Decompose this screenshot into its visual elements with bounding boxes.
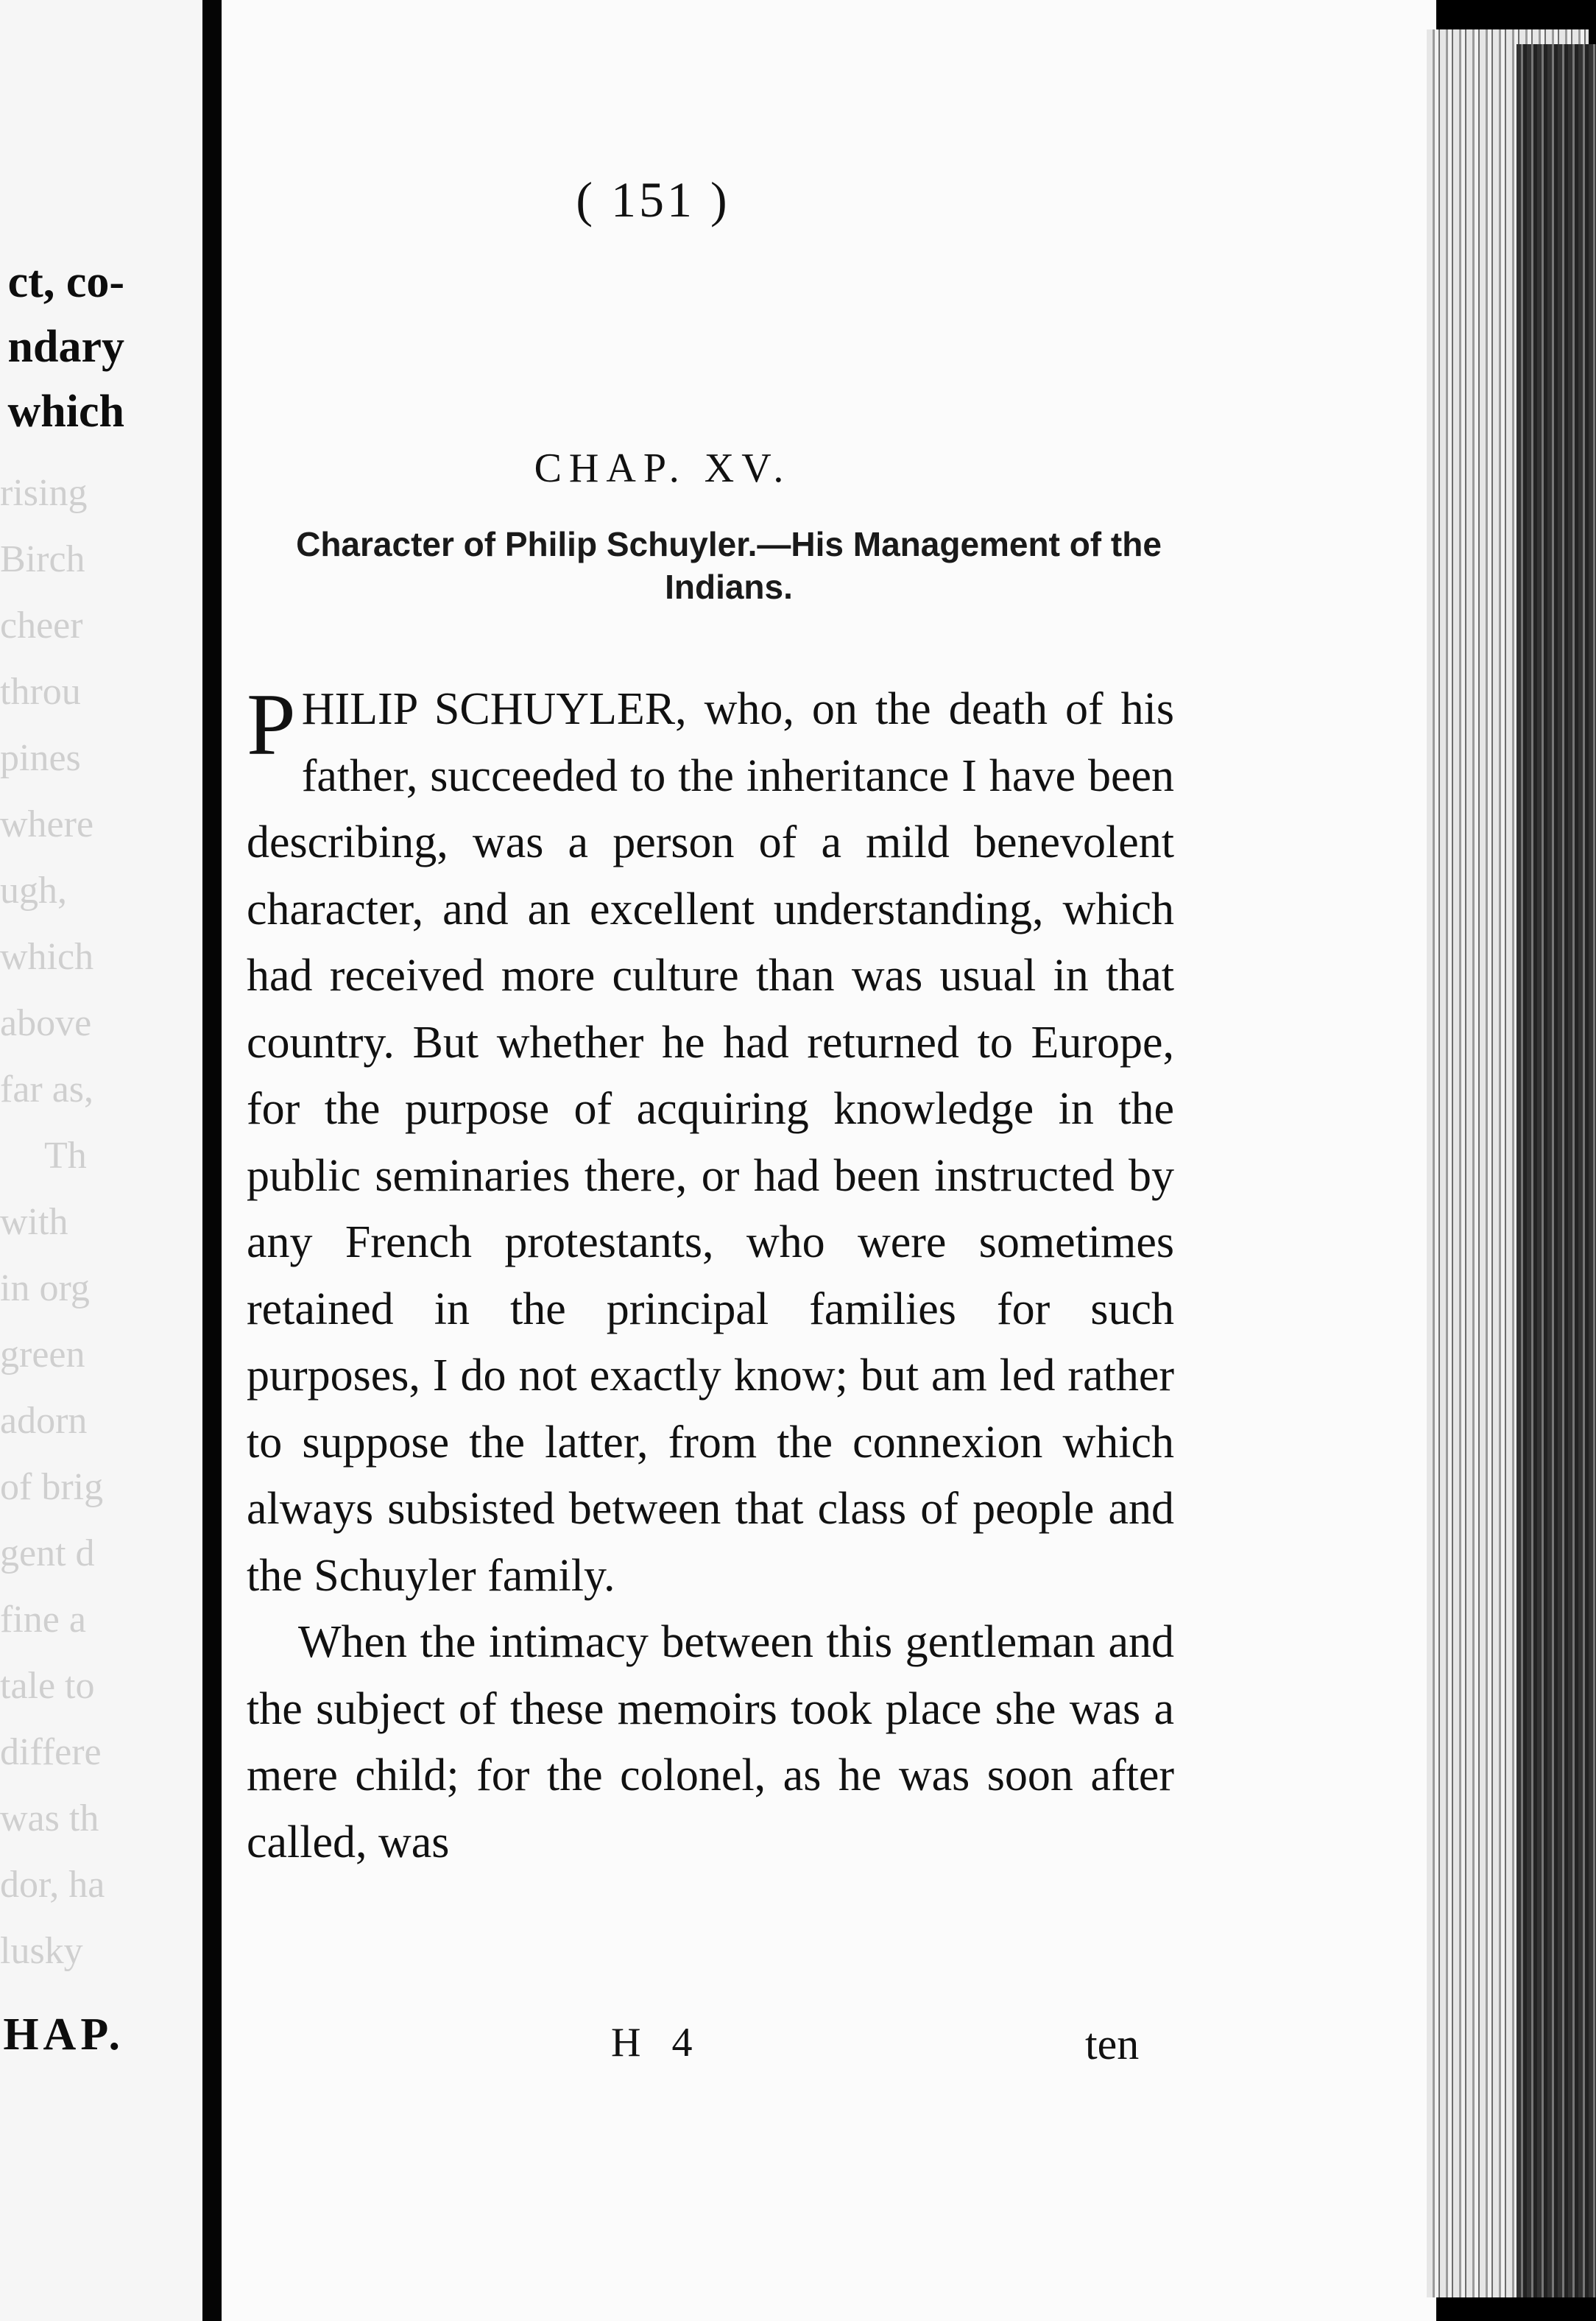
- page-number: ( 151 ): [576, 172, 730, 228]
- chapter-heading: CHAP. XV.: [534, 445, 791, 491]
- left-page-ghost-line: differe: [0, 1731, 102, 1773]
- left-page-ghost-line: green: [0, 1334, 85, 1376]
- book-gutter: [202, 0, 222, 2321]
- paragraph-1-text: who, on the death of his father, succeeded to the inheritance I have been describing, was a person of a mild benevolent character, and an excellent understanding, which had received more culture than was usual in that country. But whether he had returned to Europe, for the purpose of acquiring knowledge in the public seminaries there, or had been instructed by any French protestants, who were sometimes retained in the principal families for such purposes, I do not exactly know; but am led rather to suppose the latter, from the connexion which always subsisted between that class of people and the Schuyler family.: [247, 684, 1174, 1601]
- left-page-ghost-line: Th: [44, 1135, 87, 1177]
- lead-in: HILIP SCHUYLER,: [301, 684, 687, 734]
- paragraph-2: When the intimacy between this gentleman and the subject of these memoirs took place she was a mere child; for the colonel, as he was soon after called, was: [247, 1617, 1174, 1867]
- left-page-ghost-line: above: [0, 1002, 92, 1044]
- left-page-ghost-line: Birch: [0, 538, 85, 580]
- page-edges-shadow: [1516, 44, 1596, 2297]
- left-page-ghost-line: gent d: [0, 1532, 95, 1574]
- left-page-ghost-line: cheer: [0, 605, 83, 647]
- left-page-catchword: HAP.: [3, 2010, 124, 2060]
- left-page-ghost-line: was th: [0, 1797, 99, 1839]
- drop-cap: P: [247, 675, 296, 773]
- left-page-ghost-line: far as,: [0, 1068, 94, 1110]
- left-page-ghost-line: in org: [0, 1267, 90, 1309]
- left-page-ghost-line: ugh,: [0, 870, 67, 912]
- left-page-fragment: ct, co-: [7, 257, 124, 307]
- left-page-ghost-line: where: [0, 803, 94, 845]
- left-page-fragment: which: [7, 387, 124, 437]
- left-page-ghost-line: which: [0, 936, 94, 978]
- left-page-ghost-line: fine a: [0, 1599, 86, 1641]
- left-page-ghost-line: tale to: [0, 1665, 95, 1707]
- left-page-ghost-line: pines: [0, 737, 81, 779]
- previous-page: [0, 0, 202, 2321]
- catchword: ten: [1085, 2020, 1140, 2068]
- left-page-fragment: ndary: [7, 322, 124, 372]
- paragraph-1: [247, 676, 1174, 1609]
- left-page-ghost-line: of brig: [0, 1466, 104, 1508]
- body-text: [247, 676, 1174, 1876]
- left-page-ghost-line: dor, ha: [0, 1864, 105, 1906]
- left-page-ghost-line: rising: [0, 472, 88, 514]
- left-page-ghost-line: with: [0, 1201, 68, 1243]
- signature-mark: H 4: [611, 2020, 703, 2065]
- chapter-subtitle: Character of Philip Schuyler.—His Management of the Indians.: [296, 525, 1162, 606]
- left-page-ghost-line: throu: [0, 671, 81, 713]
- left-page-ghost-line: lusky: [0, 1930, 83, 1972]
- left-page-ghost-line: adorn: [0, 1400, 88, 1442]
